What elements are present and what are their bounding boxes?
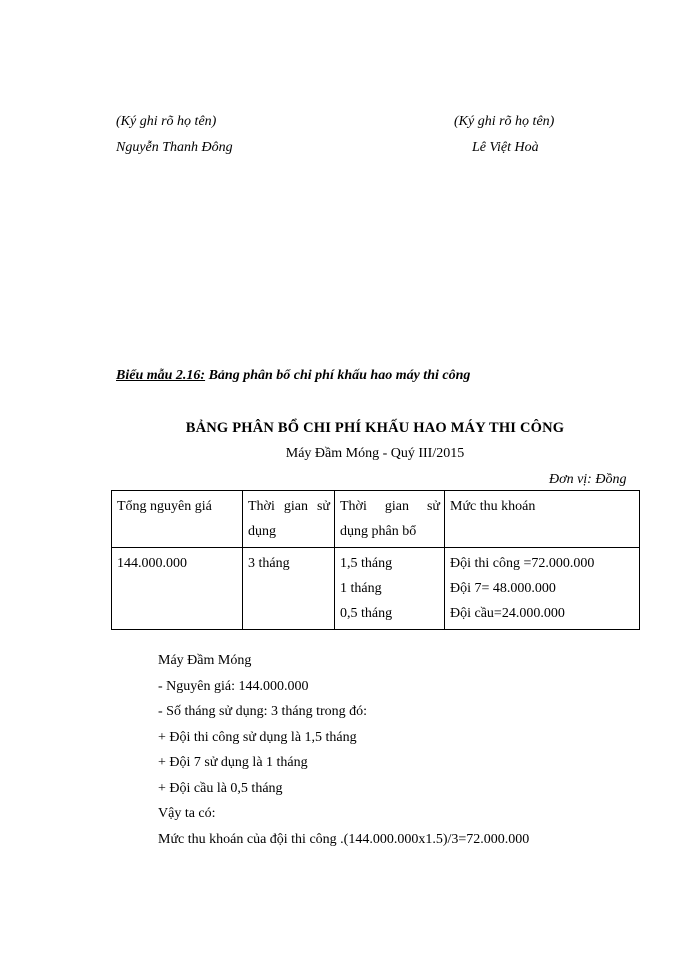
cell-charge bbox=[445, 548, 640, 630]
allocated-line: 1 tháng bbox=[340, 581, 382, 596]
form-caption bbox=[116, 368, 470, 384]
charge-line: Đội cầu=24.000.000 bbox=[450, 606, 565, 621]
page-title: BẢNG PHÂN BỔ CHI PHÍ KHẤU HAO MÁY THI CÔNG bbox=[185, 420, 565, 436]
body-line: - Số tháng sử dụng: 3 tháng trong đó: bbox=[158, 704, 368, 719]
page-subtitle: Máy Đầm Móng - Quý III/2015 bbox=[285, 446, 465, 461]
form-label: Biểu mẫu 2.16: bbox=[116, 368, 206, 383]
header-total-cost: Tổng nguyên giá bbox=[112, 491, 243, 548]
right-signature-caption: (Ký ghi rõ họ tên) bbox=[454, 114, 555, 129]
charge-line: Đội 7= 48.000.000 bbox=[450, 581, 556, 596]
body-line: + Đội thi công sử dụng là 1,5 tháng bbox=[158, 729, 357, 745]
body-line: + Đội cầu là 0,5 tháng bbox=[158, 780, 283, 796]
header-charge: Mức thu khoán bbox=[445, 491, 640, 548]
cell-usage-time: 3 tháng bbox=[243, 548, 335, 630]
header-usage-time: Thời gian sử dụng bbox=[243, 491, 335, 548]
unit-note: Đơn vị: Đồng bbox=[549, 472, 627, 487]
body-text bbox=[158, 648, 529, 852]
cell-allocated-time bbox=[335, 548, 445, 630]
body-line: Mức thu khoán của đội thi công .(144.000.000x1.5)/3=72.000.000 bbox=[158, 831, 530, 847]
form-caption-text: Bảng phân bổ chi phí khấu hao máy thi công bbox=[205, 368, 471, 383]
cell-total-cost: 144.000.000 bbox=[112, 548, 243, 630]
allocated-line: 1,5 tháng bbox=[340, 556, 393, 571]
body-line: - Nguyên giá: 144.000.000 bbox=[158, 678, 309, 694]
allocation-table bbox=[111, 490, 640, 630]
table-header-row bbox=[112, 491, 640, 548]
body-line: + Đội 7 sử dụng là 1 tháng bbox=[158, 755, 308, 770]
charge-line: Đội thi công =72.000.000 bbox=[450, 556, 595, 571]
left-signer-name: Nguyễn Thanh Đông bbox=[116, 140, 233, 155]
body-line: Máy Đầm Móng bbox=[158, 653, 252, 668]
left-signature-caption: (Ký ghi rõ họ tên) bbox=[116, 114, 217, 129]
allocated-line: 0,5 tháng bbox=[340, 606, 393, 621]
body-line: Vậy ta có: bbox=[158, 806, 216, 821]
header-allocated-time: Thời gian sử dụng phân bổ bbox=[335, 491, 445, 548]
table-row bbox=[112, 548, 640, 630]
right-signer-name: Lê Việt Hoà bbox=[472, 140, 539, 155]
